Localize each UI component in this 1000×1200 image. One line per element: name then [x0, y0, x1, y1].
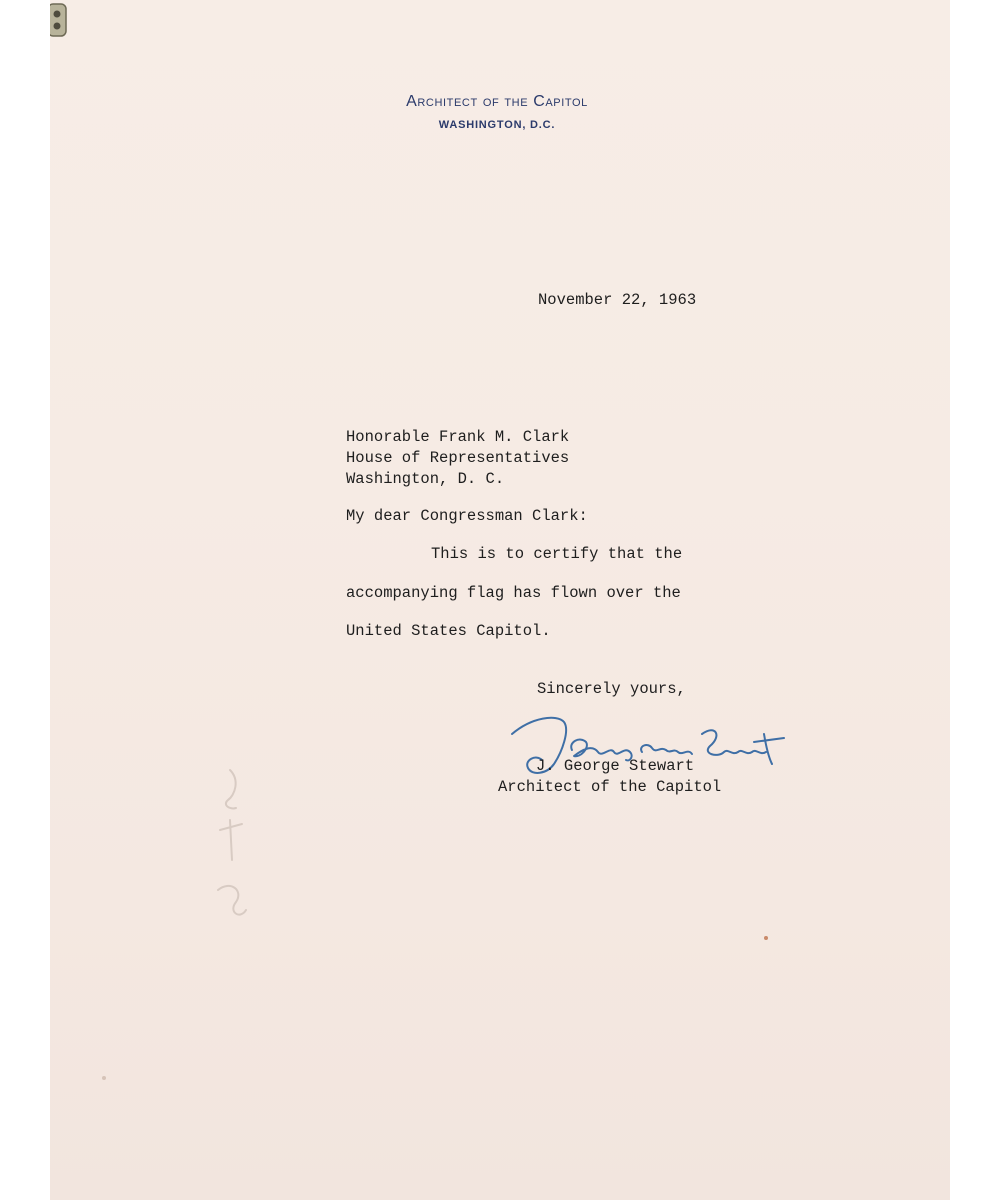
pencil-marking	[200, 760, 260, 930]
signer-name: J. George Stewart	[536, 757, 695, 775]
signer-title: Architect of the Capitol	[498, 778, 722, 796]
letter-page	[50, 0, 950, 1200]
recipient-line: Washington, D. C.	[346, 470, 505, 488]
letterhead-title: Architect of the Capitol	[406, 93, 588, 110]
paper-clip-icon	[50, 2, 68, 38]
letterhead-location: WASHINGTON, D.C.	[438, 119, 556, 131]
recipient-line: Honorable Frank M. Clark	[346, 428, 570, 446]
salutation: My dear Congressman Clark:	[346, 507, 588, 525]
paper-speck	[102, 1076, 106, 1080]
body-line: United States Capitol.	[346, 622, 551, 640]
paper-speck	[764, 936, 768, 940]
body-line: accompanying flag has flown over the	[346, 584, 681, 602]
closing: Sincerely yours,	[537, 680, 686, 698]
letter-date: November 22, 1963	[538, 291, 697, 309]
body-line: This is to certify that the	[431, 545, 683, 563]
recipient-line: House of Representatives	[346, 449, 570, 467]
